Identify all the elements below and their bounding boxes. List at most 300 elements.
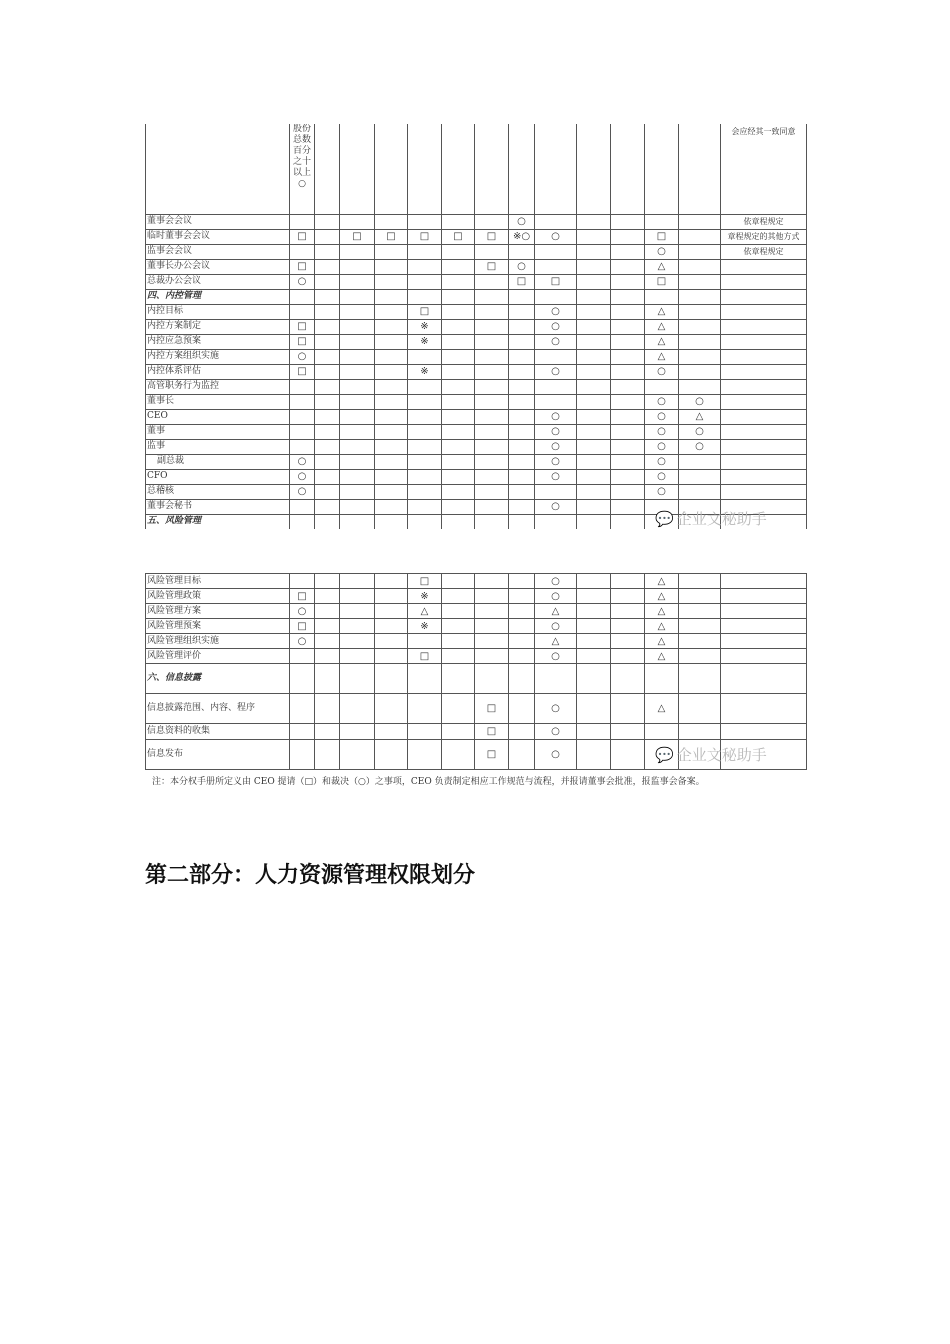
mark-cell: △ — [679, 409, 721, 424]
mark-cell — [375, 634, 408, 649]
mark-cell — [375, 214, 408, 229]
mark-cell — [577, 304, 611, 319]
mark-cell — [340, 664, 375, 694]
mark-cell — [290, 574, 315, 589]
mark-cell — [611, 499, 645, 514]
watermark-text: 企业文秘助手 — [676, 510, 767, 528]
mark-cell: □ — [535, 274, 577, 289]
mark-cell — [442, 499, 475, 514]
mark-cell: ○ — [290, 634, 315, 649]
mark-cell — [442, 589, 475, 604]
mark-cell: ○ — [679, 394, 721, 409]
mark-cell — [577, 604, 611, 619]
mark-cell — [340, 364, 375, 379]
mark-cell — [611, 319, 645, 334]
mark-cell: ○ — [535, 740, 577, 770]
mark-cell: △ — [645, 334, 679, 349]
mark-cell: ○ — [535, 724, 577, 740]
authority-table-part1 — [145, 124, 807, 529]
mark-cell: ○ — [645, 469, 679, 484]
mark-cell — [442, 604, 475, 619]
note-cell — [721, 574, 807, 589]
mark-cell — [340, 724, 375, 740]
mark-cell — [475, 214, 509, 229]
mark-cell — [475, 409, 509, 424]
row-label: 总稽核 — [146, 484, 290, 499]
table-row — [146, 274, 807, 289]
mark-cell — [408, 439, 442, 454]
note-cell: 依章程规定 — [721, 244, 807, 259]
mark-cell — [375, 589, 408, 604]
mark-cell — [408, 499, 442, 514]
mark-cell — [315, 334, 340, 349]
mark-cell: ○ — [535, 409, 577, 424]
mark-cell — [611, 394, 645, 409]
mark-cell: △ — [645, 649, 679, 664]
mark-cell: □ — [290, 619, 315, 634]
mark-cell — [475, 364, 509, 379]
mark-cell — [290, 409, 315, 424]
mark-cell — [475, 304, 509, 319]
mark-cell — [408, 724, 442, 740]
mark-cell — [611, 619, 645, 634]
note-cell — [721, 619, 807, 634]
mark-cell — [375, 484, 408, 499]
mark-cell — [577, 724, 611, 740]
mark-cell — [679, 484, 721, 499]
mark-cell: ○ — [645, 244, 679, 259]
mark-cell — [577, 424, 611, 439]
note-cell — [721, 424, 807, 439]
note-cell: 章程规定的其他方式 — [721, 229, 807, 244]
mark-cell — [375, 604, 408, 619]
mark-cell — [679, 274, 721, 289]
mark-cell — [509, 694, 535, 724]
mark-cell — [611, 379, 645, 394]
section-title: 六、信息披露 — [146, 664, 290, 694]
mark-cell — [475, 589, 509, 604]
mark-cell — [408, 469, 442, 484]
table-row — [146, 244, 807, 259]
mark-cell: ○ — [290, 454, 315, 469]
header-cell — [577, 124, 611, 214]
mark-cell — [375, 409, 408, 424]
mark-cell: ○ — [290, 469, 315, 484]
mark-cell — [375, 469, 408, 484]
mark-cell — [315, 214, 340, 229]
mark-cell — [315, 514, 340, 529]
mark-cell — [509, 319, 535, 334]
mark-cell — [509, 664, 535, 694]
table-row — [146, 574, 807, 589]
watermark — [655, 744, 767, 765]
mark-cell — [442, 364, 475, 379]
mark-cell — [340, 439, 375, 454]
mark-cell — [442, 274, 475, 289]
watermark-text: 企业文秘助手 — [676, 746, 767, 764]
mark-cell — [340, 244, 375, 259]
header-cell — [375, 124, 408, 214]
mark-cell — [577, 589, 611, 604]
mark-cell — [290, 244, 315, 259]
mark-cell — [375, 259, 408, 274]
mark-cell — [577, 634, 611, 649]
mark-cell — [577, 394, 611, 409]
mark-cell — [577, 259, 611, 274]
mark-cell — [679, 379, 721, 394]
mark-cell — [315, 454, 340, 469]
mark-cell — [475, 439, 509, 454]
mark-cell: □ — [408, 229, 442, 244]
mark-cell — [645, 379, 679, 394]
mark-cell — [577, 334, 611, 349]
mark-cell — [408, 740, 442, 770]
table-row — [146, 364, 807, 379]
row-label: CFO — [146, 469, 290, 484]
mark-cell: ○ — [535, 469, 577, 484]
mark-cell — [577, 289, 611, 304]
mark-cell — [611, 349, 645, 364]
mark-cell — [315, 574, 340, 589]
mark-cell — [315, 634, 340, 649]
mark-cell — [315, 259, 340, 274]
mark-cell — [408, 379, 442, 394]
mark-cell — [290, 740, 315, 770]
mark-cell — [290, 499, 315, 514]
mark-cell — [577, 349, 611, 364]
mark-cell — [290, 214, 315, 229]
table-row — [146, 619, 807, 634]
row-label: 副总裁 — [146, 454, 290, 469]
mark-cell — [290, 289, 315, 304]
mark-cell — [408, 349, 442, 364]
mark-cell: □ — [475, 740, 509, 770]
mark-cell — [509, 469, 535, 484]
header-cell — [442, 124, 475, 214]
mark-cell — [475, 619, 509, 634]
mark-cell: ○ — [509, 214, 535, 229]
table-row — [146, 409, 807, 424]
mark-cell — [290, 649, 315, 664]
mark-cell — [475, 289, 509, 304]
mark-cell — [315, 484, 340, 499]
mark-cell — [408, 274, 442, 289]
mark-cell — [509, 484, 535, 499]
mark-cell — [315, 364, 340, 379]
mark-cell — [375, 514, 408, 529]
note-cell — [721, 349, 807, 364]
table-row — [146, 454, 807, 469]
mark-cell — [475, 379, 509, 394]
mark-cell — [475, 274, 509, 289]
mark-cell — [577, 514, 611, 529]
mark-cell — [509, 334, 535, 349]
mark-cell — [340, 274, 375, 289]
mark-cell — [475, 604, 509, 619]
note-cell — [721, 649, 807, 664]
note-cell — [721, 604, 807, 619]
mark-cell — [509, 499, 535, 514]
mark-cell — [340, 319, 375, 334]
mark-cell — [340, 469, 375, 484]
mark-cell — [611, 694, 645, 724]
mark-cell — [535, 394, 577, 409]
header-cell — [340, 124, 375, 214]
mark-cell — [442, 409, 475, 424]
mark-cell: □ — [408, 574, 442, 589]
mark-cell: ○ — [535, 439, 577, 454]
note-cell — [721, 439, 807, 454]
note-cell: 依章程规定 — [721, 214, 807, 229]
table-row — [146, 394, 807, 409]
section-heading: 第二部分：人力资源管理权限划分 — [145, 863, 476, 888]
row-label: 风险管理政策 — [146, 589, 290, 604]
mark-cell — [577, 469, 611, 484]
row-label: 信息发布 — [146, 740, 290, 770]
mark-cell — [290, 514, 315, 529]
mark-cell — [315, 319, 340, 334]
mark-cell: ○ — [290, 604, 315, 619]
mark-cell: ○ — [535, 499, 577, 514]
mark-cell: △ — [535, 604, 577, 619]
mark-cell — [679, 259, 721, 274]
mark-cell — [290, 439, 315, 454]
mark-cell — [535, 349, 577, 364]
table-row — [146, 694, 807, 724]
mark-cell: ※○ — [509, 229, 535, 244]
mark-cell — [509, 379, 535, 394]
mark-cell — [577, 379, 611, 394]
note-cell — [721, 364, 807, 379]
mark-cell — [408, 514, 442, 529]
header-cell — [535, 124, 577, 214]
mark-cell — [679, 664, 721, 694]
mark-cell — [408, 634, 442, 649]
mark-cell — [535, 484, 577, 499]
mark-cell — [679, 319, 721, 334]
note-cell — [721, 469, 807, 484]
row-label: 董事会秘书 — [146, 499, 290, 514]
mark-cell: □ — [475, 259, 509, 274]
mark-cell — [611, 364, 645, 379]
mark-cell: ※ — [408, 334, 442, 349]
mark-cell — [577, 274, 611, 289]
mark-cell — [442, 244, 475, 259]
row-label: 风险管理评价 — [146, 649, 290, 664]
mark-cell — [577, 454, 611, 469]
mark-cell — [679, 304, 721, 319]
mark-cell — [475, 244, 509, 259]
mark-cell — [408, 259, 442, 274]
row-label: 信息披露范围、内容、程序 — [146, 694, 290, 724]
mark-cell — [577, 229, 611, 244]
watermark — [655, 508, 767, 529]
mark-cell: □ — [408, 649, 442, 664]
mark-cell — [315, 349, 340, 364]
mark-cell — [315, 274, 340, 289]
mark-cell — [509, 289, 535, 304]
note-cell — [721, 394, 807, 409]
header-cell — [475, 124, 509, 214]
mark-cell — [577, 244, 611, 259]
mark-cell — [475, 649, 509, 664]
mark-cell — [611, 634, 645, 649]
note-cell — [721, 379, 807, 394]
note-cell — [721, 304, 807, 319]
mark-cell — [442, 424, 475, 439]
mark-cell — [679, 469, 721, 484]
mark-cell — [611, 289, 645, 304]
mark-cell — [679, 694, 721, 724]
mark-cell — [679, 574, 721, 589]
mark-cell — [577, 740, 611, 770]
mark-cell — [611, 649, 645, 664]
mark-cell — [577, 574, 611, 589]
mark-cell: □ — [290, 259, 315, 274]
mark-cell: △ — [645, 589, 679, 604]
header-note-cell: 会应经其一致同意 — [721, 124, 807, 214]
mark-cell — [315, 424, 340, 439]
mark-cell — [340, 304, 375, 319]
mark-cell: ○ — [645, 394, 679, 409]
mark-cell — [340, 694, 375, 724]
mark-cell — [375, 289, 408, 304]
mark-cell — [442, 214, 475, 229]
mark-cell: △ — [645, 619, 679, 634]
mark-cell — [442, 349, 475, 364]
mark-cell — [577, 364, 611, 379]
table-row — [146, 304, 807, 319]
mark-cell — [611, 664, 645, 694]
mark-cell — [442, 484, 475, 499]
note-cell — [721, 454, 807, 469]
mark-cell — [509, 394, 535, 409]
mark-cell — [509, 619, 535, 634]
row-label: 内控方案制定 — [146, 319, 290, 334]
mark-cell — [577, 664, 611, 694]
mark-cell — [611, 214, 645, 229]
mark-cell — [442, 454, 475, 469]
mark-cell — [375, 454, 408, 469]
mark-cell — [509, 604, 535, 619]
mark-cell — [509, 574, 535, 589]
mark-cell — [375, 364, 408, 379]
mark-cell — [375, 379, 408, 394]
mark-cell — [315, 649, 340, 664]
mark-cell: □ — [290, 364, 315, 379]
mark-cell — [340, 499, 375, 514]
mark-cell — [535, 289, 577, 304]
mark-cell — [375, 499, 408, 514]
mark-cell: ○ — [645, 454, 679, 469]
mark-cell — [290, 664, 315, 694]
mark-cell — [408, 454, 442, 469]
mark-cell — [577, 319, 611, 334]
row-label: 内控目标 — [146, 304, 290, 319]
mark-cell — [577, 439, 611, 454]
mark-cell — [290, 724, 315, 740]
mark-cell: □ — [475, 229, 509, 244]
mark-cell — [375, 694, 408, 724]
mark-cell — [645, 724, 679, 740]
wechat-icon: 💬 — [655, 510, 674, 528]
mark-cell — [611, 229, 645, 244]
mark-cell — [375, 304, 408, 319]
row-label: 监事会会议 — [146, 244, 290, 259]
mark-cell — [679, 364, 721, 379]
mark-cell — [611, 274, 645, 289]
mark-cell — [577, 409, 611, 424]
mark-cell — [408, 214, 442, 229]
mark-cell — [475, 484, 509, 499]
mark-cell: ○ — [679, 424, 721, 439]
row-label: 内控应急预案 — [146, 334, 290, 349]
mark-cell — [442, 664, 475, 694]
section-title: 五、风险管理 — [146, 514, 290, 529]
table-header-row — [146, 124, 807, 214]
row-label: 内控体系评估 — [146, 364, 290, 379]
mark-cell — [475, 454, 509, 469]
note-cell — [721, 289, 807, 304]
mark-cell — [679, 589, 721, 604]
mark-cell: □ — [509, 274, 535, 289]
note-cell — [721, 259, 807, 274]
mark-cell — [611, 409, 645, 424]
mark-cell: △ — [645, 349, 679, 364]
mark-cell: □ — [290, 229, 315, 244]
mark-cell — [375, 394, 408, 409]
mark-cell — [475, 574, 509, 589]
mark-cell — [340, 634, 375, 649]
mark-cell — [375, 244, 408, 259]
mark-cell — [509, 409, 535, 424]
note-cell — [721, 319, 807, 334]
mark-cell — [535, 244, 577, 259]
table-row — [146, 259, 807, 274]
mark-cell — [577, 214, 611, 229]
mark-cell — [611, 724, 645, 740]
mark-cell: ○ — [535, 364, 577, 379]
mark-cell — [611, 454, 645, 469]
mark-cell — [442, 649, 475, 664]
mark-cell — [442, 394, 475, 409]
mark-cell — [475, 499, 509, 514]
mark-cell — [679, 214, 721, 229]
table-row — [146, 319, 807, 334]
mark-cell: △ — [535, 634, 577, 649]
row-label: 风险管理目标 — [146, 574, 290, 589]
mark-cell — [315, 244, 340, 259]
mark-cell — [290, 394, 315, 409]
mark-cell: ○ — [535, 319, 577, 334]
mark-cell: △ — [645, 634, 679, 649]
mark-cell — [577, 649, 611, 664]
mark-cell — [408, 244, 442, 259]
mark-cell — [475, 469, 509, 484]
mark-cell — [442, 469, 475, 484]
mark-cell: ○ — [509, 259, 535, 274]
mark-cell — [611, 424, 645, 439]
mark-cell — [340, 394, 375, 409]
mark-cell — [475, 514, 509, 529]
mark-cell: ○ — [290, 484, 315, 499]
mark-cell — [611, 514, 645, 529]
mark-cell — [509, 634, 535, 649]
mark-cell — [577, 484, 611, 499]
mark-cell — [315, 619, 340, 634]
mark-cell — [340, 484, 375, 499]
mark-cell: ○ — [535, 589, 577, 604]
